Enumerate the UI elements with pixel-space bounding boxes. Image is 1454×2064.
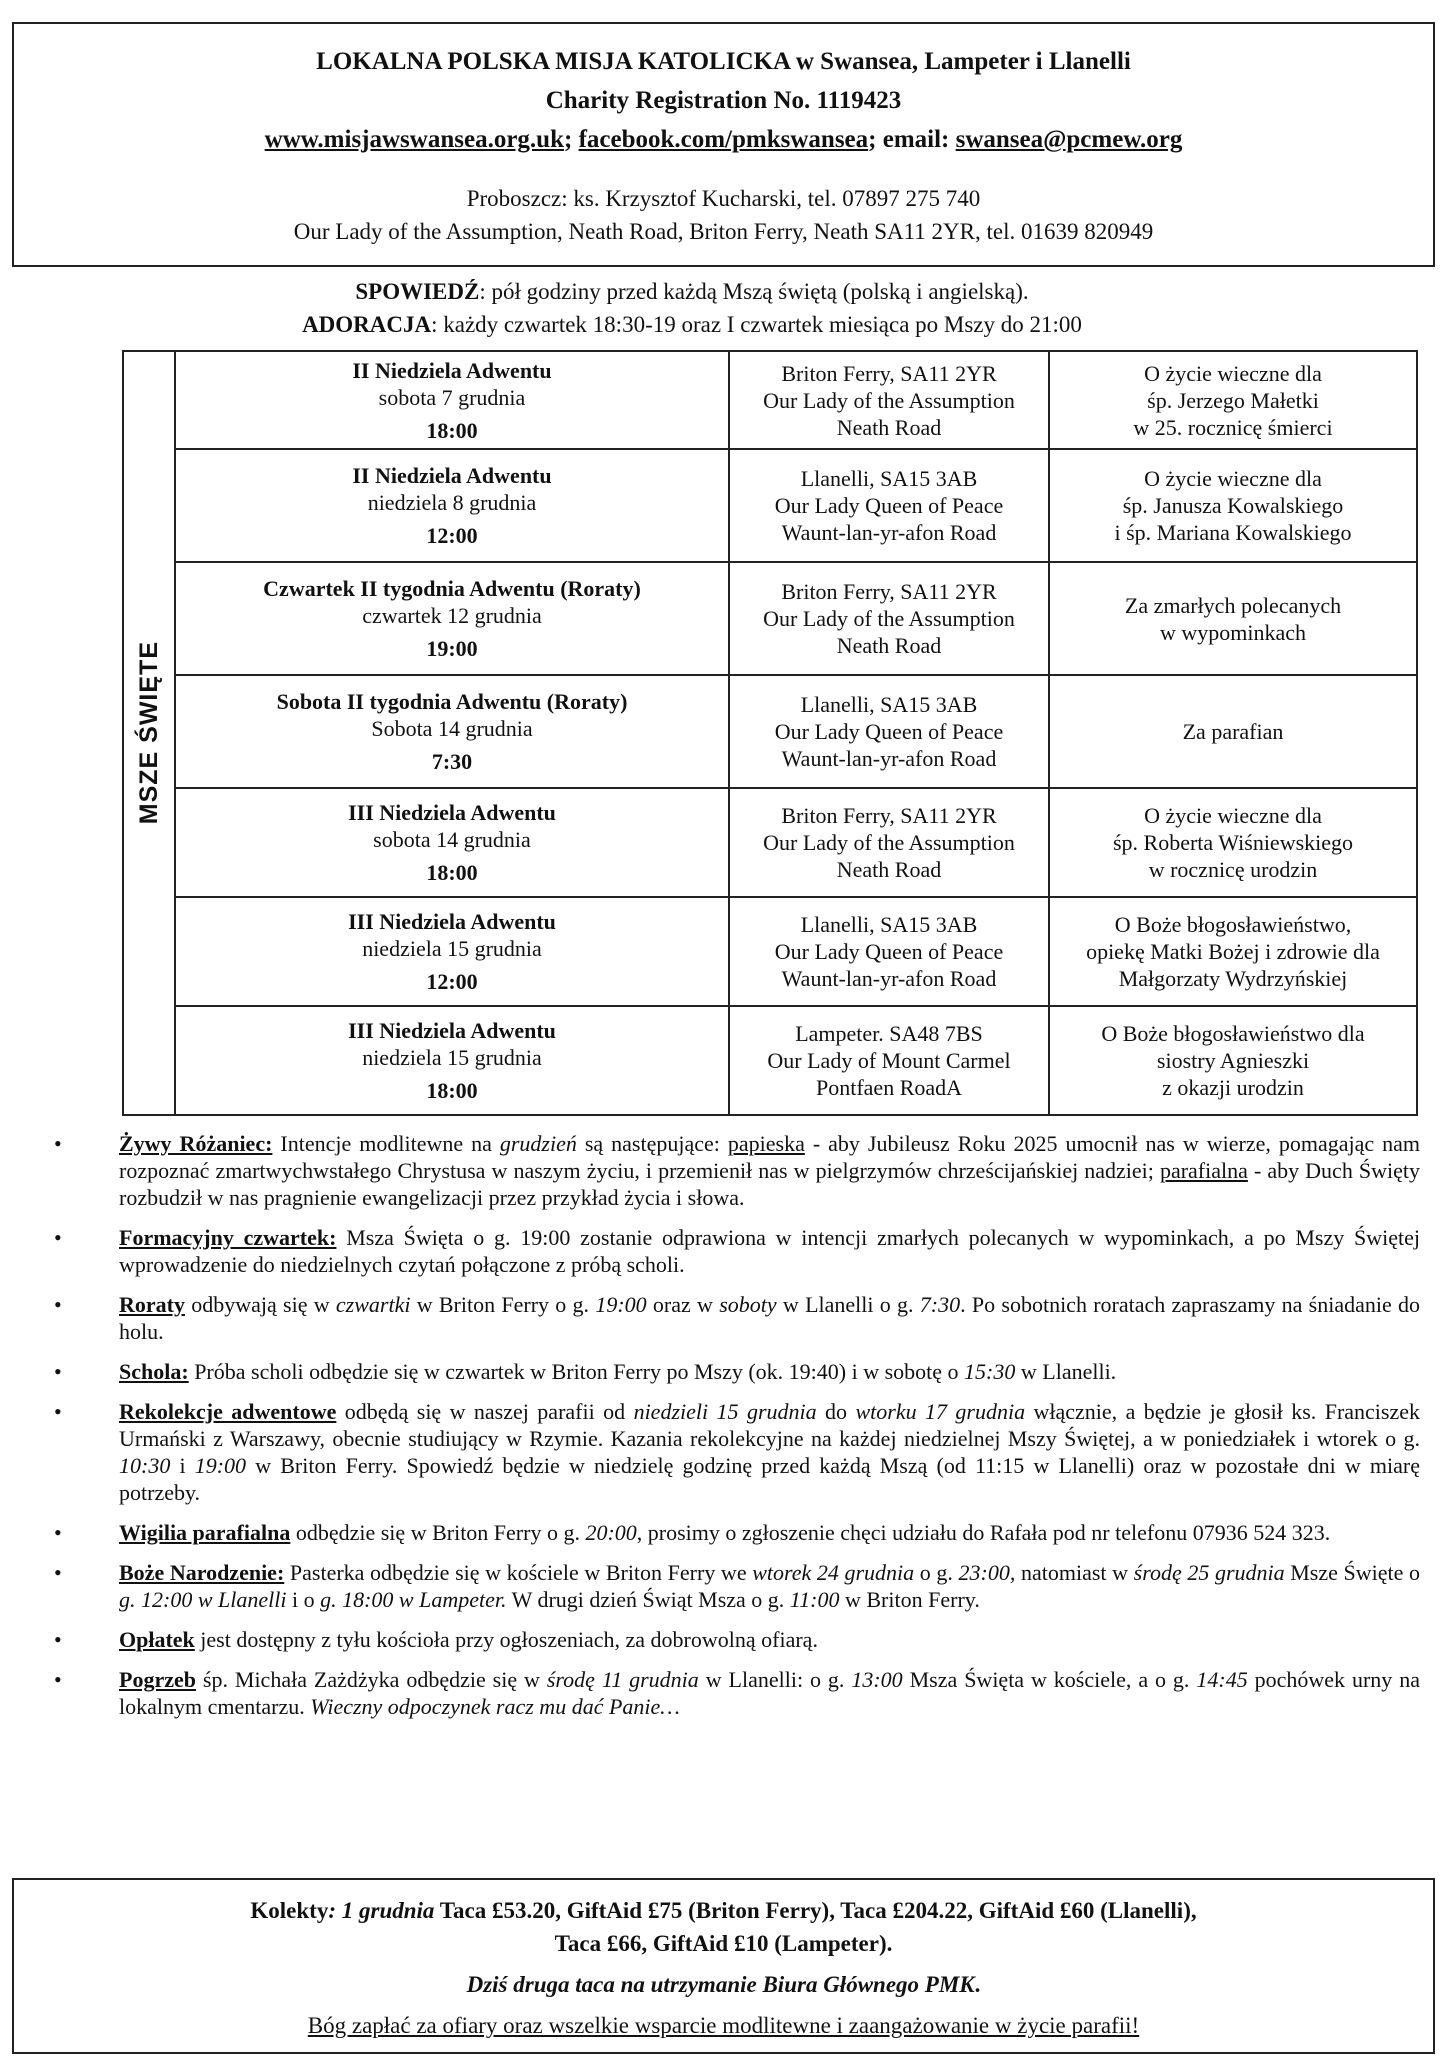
notice-text: - aby Duch Święty rozbudził w nas pragnienie ewangelizacji przez przykład życia i słowa.: [119, 1158, 1420, 1210]
notice-text: w Llanelli o g.: [776, 1292, 920, 1317]
email-label: ; email:: [868, 126, 956, 153]
mass-place-line: Llanelli, SA15 3AB: [800, 912, 978, 937]
notice-emphasis: 10:30: [119, 1453, 171, 1478]
adoration-text: : każdy czwartek 18:30-19 oraz I czwartek miesiąca po Mszy do 21:00: [431, 312, 1082, 337]
collections-text: Taca £53.20, GiftAid £75 (Briton Ferry), Taca £204.22, GiftAid £60 (Llanelli),: [434, 1898, 1197, 1923]
website-link[interactable]: www.misjawswansea.org.uk: [264, 126, 564, 153]
bullet-icon: •: [54, 1560, 62, 1585]
notice-text: są następujące:: [576, 1131, 728, 1156]
mass-time: 18:00: [426, 860, 478, 885]
mass-occasion-cell: [175, 675, 729, 788]
collections-date: : 1 grudnia: [328, 1898, 435, 1923]
notices-list: [48, 1130, 1420, 1733]
mass-row: [123, 897, 1417, 1006]
mass-intention-cell: [1049, 675, 1417, 788]
email-link[interactable]: swansea@pcmew.org: [955, 126, 1183, 153]
mass-title: II Niedziela Adwentu: [352, 357, 552, 383]
notice-emphasis: g. 12:00 w Llanelli: [119, 1587, 287, 1612]
mass-place-line: Neath Road: [836, 857, 942, 882]
mass-place-cell: [729, 449, 1049, 562]
thanks-line: Bóg zapłać za ofiary oraz wszelkie wsparcie modlitewne i zaangażowanie w życie parafii!: [307, 2013, 1140, 2038]
second-collection: Dziś druga taca na utrzymanie Biura Głównego PMK: [466, 1972, 975, 1997]
mass-place-cell: [729, 675, 1049, 788]
pastor-info: Proboszcz: ks. Krzysztof Kucharski, tel. 07897 275 740: [466, 186, 981, 211]
notice-text: natomiast w: [1015, 1560, 1134, 1585]
notice-emphasis: Wieczny odpoczynek racz mu dać Panie…: [310, 1694, 680, 1719]
mass-place-line: Neath Road: [836, 414, 942, 440]
mass-intention-line: w wypominkach: [1159, 619, 1307, 645]
second-collection-end: .: [974, 1972, 981, 1997]
mass-place-line: Our Lady Queen of Peace: [774, 939, 1004, 964]
mass-occasion-cell: [175, 1006, 729, 1115]
collections-line-2: Taca £66, GiftAid £10 (Lampeter).: [554, 1931, 893, 1956]
bullet-icon: •: [54, 1359, 62, 1384]
notice-text: W drugi dzień Świąt Msza o g.: [506, 1587, 790, 1612]
mass-place-cell: [729, 788, 1049, 897]
mass-place-line: Waunt-lan-yr-afon Road: [781, 746, 997, 771]
notice-text: odbędzie się w Briton Ferry o g.: [290, 1520, 586, 1545]
mass-place-line: Llanelli, SA15 3AB: [800, 692, 978, 717]
collections-label: Kolekty: [250, 1898, 329, 1923]
notice-emphasis: środę 25 grudnia: [1133, 1560, 1285, 1585]
confession-label: SPOWIEDŹ: [355, 279, 480, 304]
notice-emphasis: czwartki: [335, 1292, 411, 1317]
notice-item: [48, 1519, 1420, 1546]
mass-intention-cell: [1049, 351, 1417, 449]
mass-occasion-cell: [175, 897, 729, 1006]
mass-intention-line: O Boże błogosławieństwo dla: [1101, 1021, 1365, 1046]
notice-emphasis: soboty: [719, 1292, 777, 1317]
mass-date: czwartek 12 grudnia: [362, 603, 542, 628]
notice-text: , prosimy o zgłoszenie chęci udziału do Rafała pod nr telefonu 07936 524 323.: [636, 1520, 1331, 1545]
notice-emphasis: 23:00,: [958, 1560, 1016, 1585]
bullet-icon: •: [54, 1131, 62, 1156]
mass-time: 19:00: [426, 636, 478, 661]
notice-emphasis: 13:00: [851, 1667, 903, 1692]
notice-item: [48, 1358, 1420, 1385]
notice-text: odbędą się w naszej parafii od: [336, 1399, 634, 1424]
notice-heading: Pogrzeb: [119, 1667, 196, 1692]
notice-heading: Rekolekcje adwentowe: [119, 1399, 337, 1424]
mass-place-cell: [729, 562, 1049, 675]
mass-occasion-cell: [175, 788, 729, 897]
mass-title: III Niedziela Adwentu: [348, 1018, 556, 1043]
notice-text: oraz w: [646, 1292, 720, 1317]
notice-text: Msza Święta o g. 19:00 zostanie odprawiona w intencji zmarłych polecanych w wypominkach, a po Mszy Świętej wprowadzenie do niedzielnych czytań połączone z próbą scholi.: [119, 1225, 1420, 1277]
mass-intention-line: w 25. rocznicę śmierci: [1133, 414, 1333, 440]
mass-intention-line: z okazji urodzin: [1162, 1075, 1304, 1100]
mass-schedule-table: [122, 350, 1418, 1116]
mass-place-line: Neath Road: [836, 633, 942, 658]
mass-row: [123, 562, 1417, 675]
notice-text: jest dostępny z tyłu kościoła przy ogłoszeniach, za dobrowolną ofiarą.: [194, 1627, 818, 1652]
mass-date: niedziela 15 grudnia: [362, 936, 542, 961]
notice-heading: Żywy Różaniec:: [119, 1131, 273, 1156]
mass-intention-line: Małgorzaty Wydrzyńskiej: [1118, 966, 1348, 991]
mass-intention-line: Za zmarłych polecanych: [1124, 592, 1342, 618]
mass-intention-line: siostry Agnieszki: [1156, 1048, 1310, 1073]
bullet-icon: •: [54, 1225, 62, 1250]
mass-intention-line: O życie wieczne dla: [1144, 803, 1322, 828]
mass-date: niedziela 8 grudnia: [367, 490, 537, 515]
notice-heading: Roraty: [119, 1292, 185, 1317]
notice-item: [48, 1626, 1420, 1653]
notice-text: i: [170, 1453, 195, 1478]
mass-row: [123, 675, 1417, 788]
notice-item: [48, 1291, 1420, 1345]
notice-text: w Llanelli.: [1015, 1359, 1117, 1384]
mass-intention-line: i śp. Mariana Kowalskiego: [1114, 520, 1352, 545]
mass-place-line: Our Lady of the Assumption: [763, 830, 1015, 855]
mass-place-line: Llanelli, SA15 3AB: [800, 466, 978, 491]
confession-adoration: [0, 275, 1454, 341]
notice-text: w Briton Ferry.: [839, 1587, 980, 1612]
notice-heading: Formacyjny czwartek:: [119, 1225, 337, 1250]
notice-item: [48, 1666, 1420, 1720]
mass-time: 18:00: [426, 417, 478, 443]
adoration-label: ADORACJA: [302, 312, 432, 337]
mass-intention-cell: [1049, 449, 1417, 562]
facebook-link[interactable]: facebook.com/pmkswansea: [578, 126, 869, 153]
mass-occasion-cell: [175, 351, 729, 449]
notice-text: śp. Michała Zażdżyka odbędzie się w: [195, 1667, 547, 1692]
contact-links: [14, 120, 1433, 159]
notice-heading: Boże Narodzenie:: [119, 1560, 285, 1585]
notice-emphasis: wtorek 24 grudnia: [752, 1560, 915, 1585]
mass-place-line: Briton Ferry, SA11 2YR: [781, 803, 997, 828]
mass-place-line: Pontfaen RoadA: [815, 1075, 963, 1100]
bullet-icon: •: [54, 1667, 62, 1692]
notice-heading: Schola:: [119, 1359, 189, 1384]
notice-text: pochówek urny na lokalnym cmentarzu.: [119, 1667, 1420, 1719]
mass-occasion-cell: [175, 562, 729, 675]
notice-text: włącznie, a będzie je głosił ks. Franciszek Urmański z Warszawy, obecnie studiujący w Rzymie. Kazania rekolekcyjne na każdej niedzielnej Mszy Świętej, a w poniedziałek i wtorek o g.: [119, 1399, 1420, 1451]
mass-time: 18:00: [426, 1078, 478, 1103]
mass-place-line: Briton Ferry, SA11 2YR: [781, 360, 997, 386]
mass-intention-line: śp. Janusza Kowalskiego: [1122, 493, 1344, 518]
mass-intention-cell: [1049, 562, 1417, 675]
notice-emphasis: środę 11 grudnia: [546, 1667, 699, 1692]
mass-row: [123, 351, 1417, 449]
notice-text: Pasterka odbędzie się w kościele w Briton Ferry we: [284, 1560, 753, 1585]
bullet-icon: •: [54, 1520, 62, 1545]
notice-heading: Wigilia parafialna: [119, 1520, 291, 1545]
notice-text: do: [816, 1399, 856, 1424]
bullet-icon: •: [54, 1292, 62, 1317]
mass-place-line: Briton Ferry, SA11 2YR: [781, 579, 997, 604]
second-collection-line: [14, 1968, 1433, 2001]
notice-heading: Opłatek: [119, 1627, 195, 1652]
mass-date: Sobota 14 grudnia: [371, 716, 533, 741]
confession-text: : pół godziny przed każdą Mszą świętą (polską i angielską).: [479, 279, 1029, 304]
notice-text: - aby Jubileusz Roku 2025 umocnił nas w wierze, pomagając nam rozpoznać zmartwychwstałego Chrystusa w naszym życiu, i przemienił nas w pielgrzymów chrześcijańskiej nadziei;: [119, 1131, 1420, 1183]
mass-place-cell: [729, 351, 1049, 449]
notice-text: Próba scholi odbędzie się w czwartek w Briton Ferry po Mszy (ok. 19:40) i w sobotę o: [188, 1359, 965, 1384]
mass-place-line: Our Lady of the Assumption: [763, 387, 1015, 413]
mass-date: sobota 7 grudnia: [378, 384, 526, 410]
mass-intention-line: Za parafian: [1182, 719, 1284, 744]
mass-place-line: Our Lady of the Assumption: [763, 606, 1015, 631]
notice-emphasis: 15:30: [964, 1359, 1016, 1384]
mass-intention-line: O życie wieczne dla: [1144, 360, 1322, 386]
mass-intention-line: O Boże błogosławieństwo,: [1114, 912, 1352, 937]
notice-emphasis: 20:00: [585, 1520, 637, 1545]
bullet-icon: •: [54, 1399, 62, 1424]
confession-line: [0, 275, 1454, 308]
mass-place-line: Our Lady Queen of Peace: [774, 719, 1004, 744]
mass-intention-cell: [1049, 788, 1417, 897]
side-label: MSZE ŚWIĘTE: [134, 641, 163, 825]
mass-date: niedziela 15 grudnia: [362, 1045, 542, 1070]
mass-intention-cell: [1049, 897, 1417, 1006]
notice-emphasis: 7:30: [919, 1292, 961, 1317]
notice-underlined: papieska: [727, 1131, 805, 1156]
notice-emphasis: g. 18:00 w Lampeter.: [320, 1587, 507, 1612]
notice-item: [48, 1559, 1420, 1613]
mass-intention-line: O życie wieczne dla: [1144, 466, 1322, 491]
mass-title: Sobota II tygodnia Adwentu (Roraty): [276, 689, 628, 714]
notice-text: o g.: [914, 1560, 959, 1585]
mass-date: sobota 14 grudnia: [373, 827, 531, 852]
mass-place-cell: [729, 897, 1049, 1006]
mass-row: [123, 788, 1417, 897]
mass-title: Czwartek II tygodnia Adwentu (Roraty): [263, 576, 641, 601]
mass-intention-line: w rocznicę urodzin: [1148, 857, 1318, 882]
mass-place-line: Waunt-lan-yr-afon Road: [781, 966, 997, 991]
mass-row: [123, 1006, 1417, 1115]
mass-time: 12:00: [426, 969, 478, 994]
notice-emphasis: grudzień: [499, 1131, 577, 1156]
notice-text: i o: [286, 1587, 321, 1612]
mass-title: III Niedziela Adwentu: [348, 909, 556, 934]
mass-place-cell: [729, 1006, 1049, 1115]
mass-title: III Niedziela Adwentu: [348, 800, 556, 825]
collections-line-1: [14, 1894, 1433, 1927]
notice-text: Intencje modlitewne na: [272, 1131, 500, 1156]
notice-text: odbywają się w: [184, 1292, 336, 1317]
notice-emphasis: 19:00: [595, 1292, 647, 1317]
notice-underlined: parafialna: [1159, 1158, 1248, 1183]
mass-place-line: Waunt-lan-yr-afon Road: [781, 520, 997, 545]
mass-intention-line: śp. Roberta Wiśniewskiego: [1112, 830, 1354, 855]
header-box: [12, 22, 1435, 267]
adoration-line: [0, 308, 1454, 341]
notice-item: [48, 1224, 1420, 1278]
mass-row: [123, 449, 1417, 562]
notice-emphasis: niedzieli 15 grudnia: [633, 1399, 817, 1424]
mass-title: II Niedziela Adwentu: [352, 463, 552, 488]
notice-emphasis: wtorku 17 grudnia: [855, 1399, 1026, 1424]
mass-place-line: Lampeter. SA48 7BS: [795, 1021, 983, 1046]
notice-text: w Briton Ferry o g.: [410, 1292, 596, 1317]
link-separator: ;: [563, 126, 579, 153]
mass-time: 12:00: [426, 523, 478, 548]
notice-emphasis: 19:00: [194, 1453, 247, 1478]
church-address: Our Lady of the Assumption, Neath Road, Briton Ferry, Neath SA11 2YR, tel. 01639 820949: [293, 219, 1154, 244]
collections-box: [12, 1878, 1435, 2054]
mass-place-line: Our Lady Queen of Peace: [774, 493, 1004, 518]
mass-occasion-cell: [175, 449, 729, 562]
notice-item: [48, 1130, 1420, 1211]
side-label-cell: [123, 351, 175, 1115]
notice-text: w Llanelli: o g.: [698, 1667, 852, 1692]
mass-intention-line: opiekę Matki Bożej i zdrowie dla: [1086, 939, 1380, 964]
notice-text: . Po sobotnich roratach zapraszamy na śniadanie do holu.: [119, 1292, 1420, 1344]
notice-text: Msza Święta w kościele, a o g.: [902, 1667, 1197, 1692]
notice-item: [48, 1398, 1420, 1506]
mass-place-line: Our Lady of Mount Carmel: [767, 1048, 1011, 1073]
mission-title: LOKALNA POLSKA MISJA KATOLICKA w Swansea, Lampeter i Llanelli: [316, 48, 1131, 75]
notice-text: w Briton Ferry. Spowiedź będzie w niedzielę godzinę przed każdą Mszą (od 11:15 w Llanelli) oraz w pozostałe dni w miarę potrzeby.: [119, 1453, 1420, 1505]
charity-number: Charity Registration No. 1119423: [545, 87, 902, 114]
mass-intention-cell: [1049, 1006, 1417, 1115]
notice-emphasis: 11:00: [789, 1587, 840, 1612]
bullet-icon: •: [54, 1627, 62, 1652]
notice-text: Msze Święte o: [1284, 1560, 1421, 1585]
mass-time: 7:30: [431, 749, 473, 774]
notice-emphasis: 14:45: [1196, 1667, 1248, 1692]
mass-intention-line: śp. Jerzego Małetki: [1147, 387, 1319, 413]
